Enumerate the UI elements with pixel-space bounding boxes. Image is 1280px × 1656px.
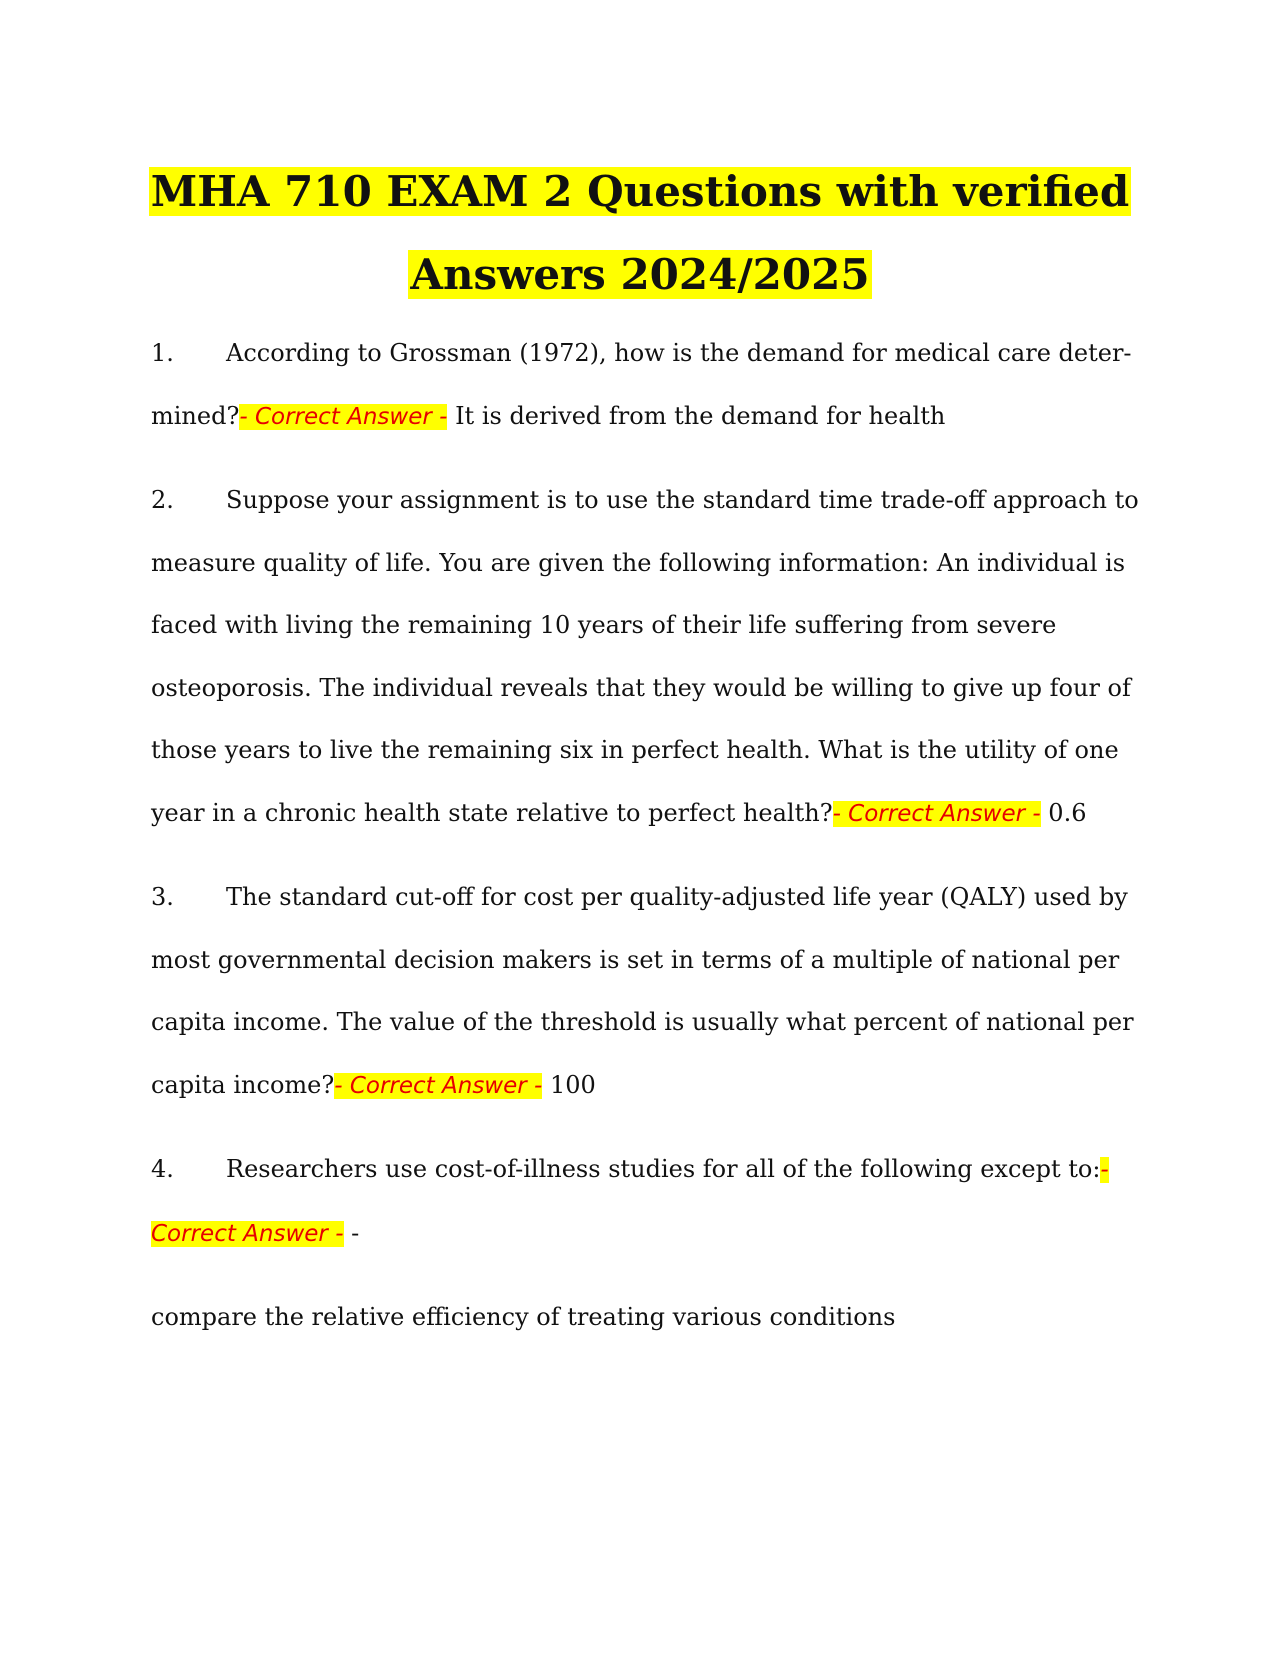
question-text: Researchers use cost-of-illness studies for all of the following except to:: [226, 1155, 1101, 1183]
question-item: [151, 322, 1151, 448]
title-line-1: MHA 710 EXAM 2 Questions with verified: [150, 167, 1130, 216]
question-number: 3.: [151, 883, 174, 911]
answer-text: 0.6: [1040, 798, 1087, 827]
question-number: 4.: [151, 1155, 174, 1183]
question-list: [151, 322, 1151, 1349]
question-item: [151, 1138, 1151, 1265]
correct-answer-label: - Correct Answer -: [151, 1157, 1109, 1247]
question-text: The standard cut-off for cost per quality-adjusted life year (QALY) used by most governmental decision makers is set in terms of a multiple of national per capita income. The value of the threshold is usually what percent of national per capita income?: [151, 883, 1134, 1099]
question-item: [151, 866, 1151, 1117]
answer-text: 100: [542, 1070, 596, 1099]
question-text: Suppose your assignment is to use the standard time trade-off approach to measure quality of life. You are given the following information: An individual is faced with living the remaining 10 years of their life suffering from severe osteoporosis. The individual reveals that they would be willing to give up four of those years to live the remaining six in perfect health. What is the utility of one year in a chronic health state relative to perfect health?: [151, 486, 1139, 827]
correct-answer-label: - Correct Answer -: [832, 800, 1041, 827]
answer-continuation: compare the relative efficiency of treating various conditions: [151, 1303, 896, 1331]
document-title: [130, 150, 1150, 316]
title-line-2: Answers 2024/2025: [410, 250, 870, 299]
question-item: [151, 469, 1151, 845]
question-number: 2.: [151, 486, 174, 514]
correct-answer-label: - Correct Answer -: [239, 403, 448, 430]
question-text: According to Grossman (1972), how is the demand for medical care deter- mined?: [151, 339, 1132, 430]
answer-text: It is derived from the demand for health: [447, 401, 946, 430]
question-number: 1.: [151, 339, 174, 367]
correct-answer-label: - Correct Answer -: [334, 1072, 543, 1099]
answer-text: -: [343, 1218, 360, 1247]
